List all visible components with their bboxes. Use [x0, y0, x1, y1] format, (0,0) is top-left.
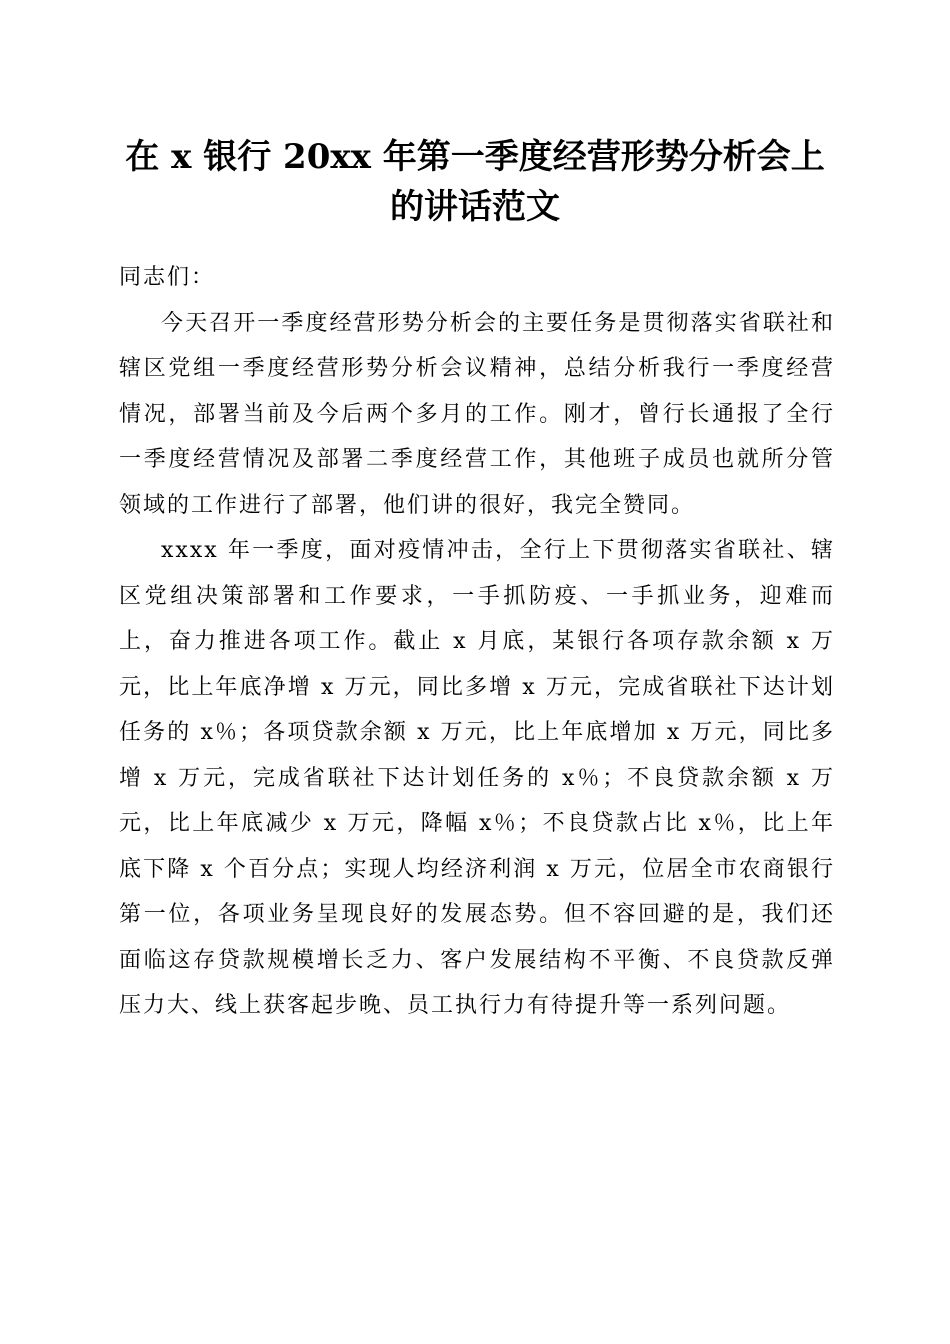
paragraph-2: xxxx 年一季度，面对疫情冲击，全行上下贯彻落实省联社、辖区党组决策部署和工作要求，一手抓防疫、一手抓业务，迎难而上，奋力推进各项工作。截止 x 月底，某银行各项存款余额 x 万元，比上年底净增 x 万元，同比多增 x 万元，完成省联社下达计划任务的 x％；各项贷款余额 x 万元，比上年底增加 x 万元，同比多增 x 万元，完成省联社下达计划任务的 x％；不良贷款余额 x 万元，比上年底减少 x 万元，降幅 x％；不良贷款占比 x％，比上年底下降 x 个百分点；实现人均经济利润 x 万元，位居全市农商银行第一位，各项业务呈现良好的发展态势。但不容回避的是，我们还面临这存贷款规模增长乏力、客户发展结构不平衡、不良贷款反弹压力大、线上获客起步晚、员工执行力有待提升等一系列问题。	[119, 538, 835, 1018]
paragraph-1: 今天召开一季度经营形势分析会的主要任务是贯彻落实省联社和辖区党组一季度经营形势分析会议精神，总结分析我行一季度经营情况，部署当前及今后两个多月的工作。刚才，曾行长通报了全行一季度经营情况及部署二季度经营工作，其他班子成员也就所分管领域的工作进行了部署，他们讲的很好，我完全赞同。	[119, 310, 835, 518]
title-line-1: 在 x 银行 20xx 年第一季度经营形势分析会上	[125, 137, 825, 177]
greeting: 同志们：	[119, 265, 216, 290]
document-title	[100, 132, 850, 232]
document-body	[119, 255, 835, 1029]
title-line-2: 的讲话范文	[390, 187, 560, 227]
